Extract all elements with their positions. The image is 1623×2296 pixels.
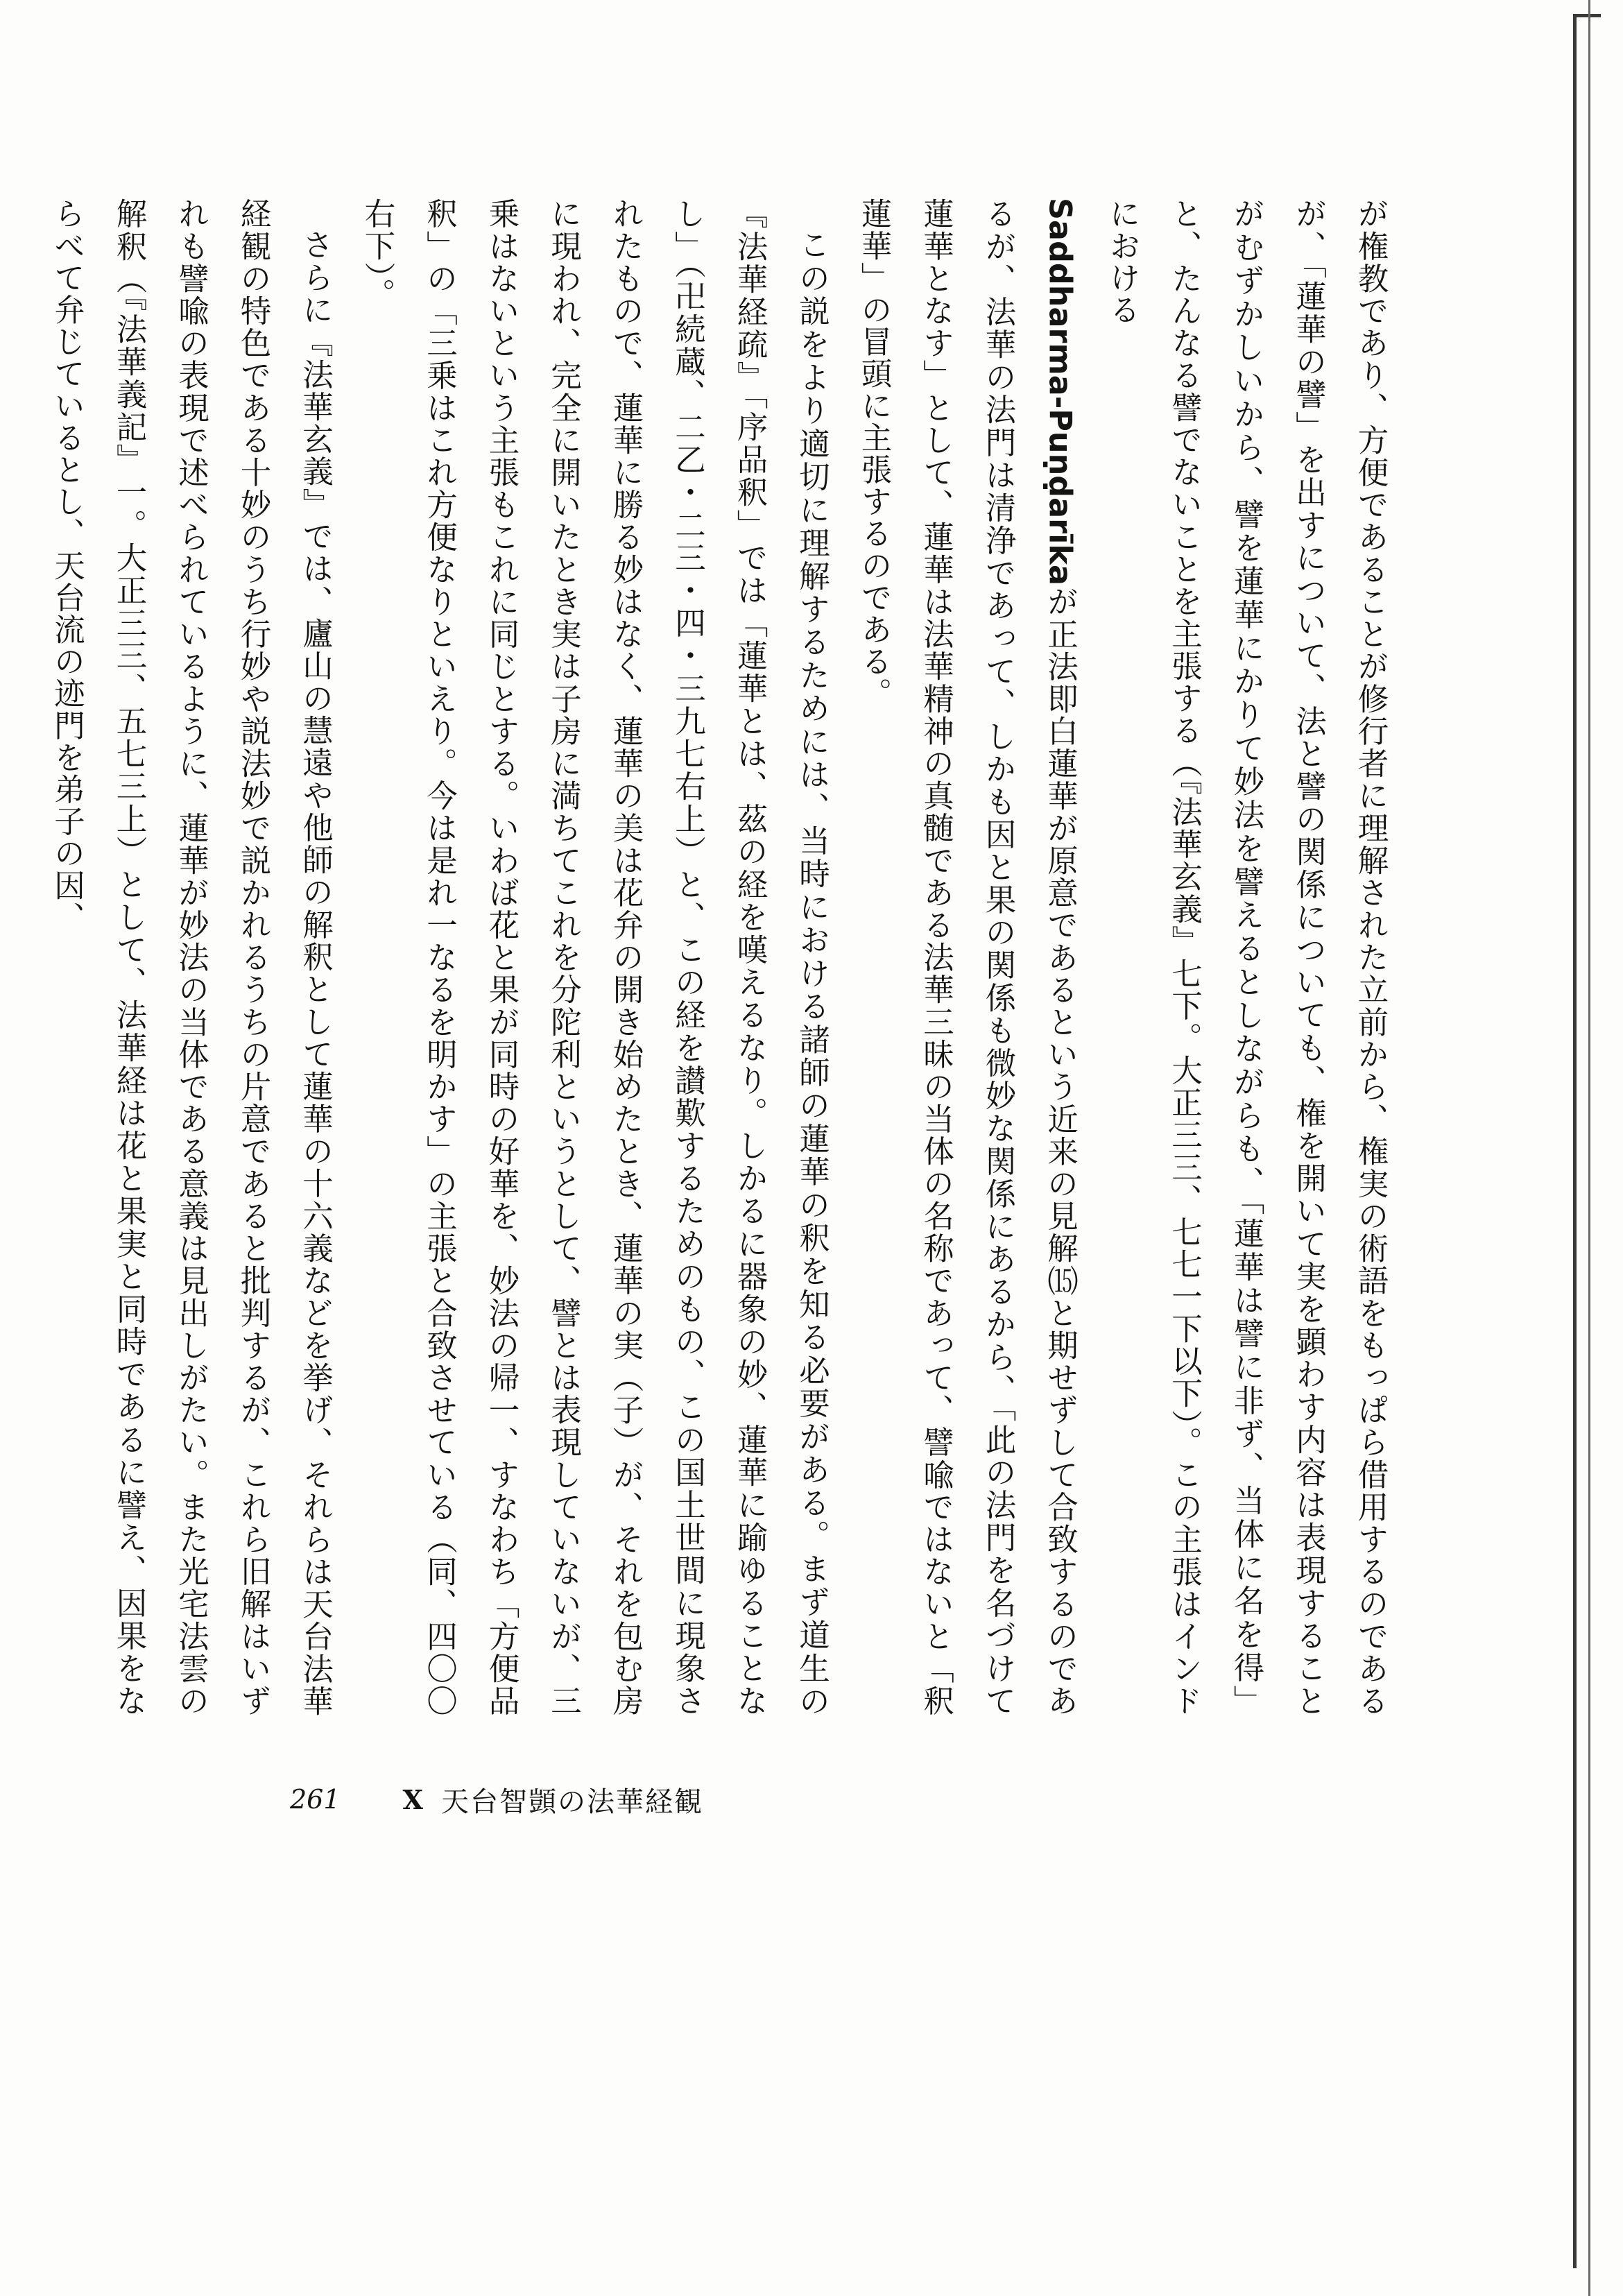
paragraph-4-text: さらに『法華玄義』では、廬山の慧遠や他師の解釈として蓮華の十六義などを挙げ、それらは天台法華経観の特色である十妙のうち行妙や説法妙で説かれるうちの片意であると批判するが、これら旧解はいずれも譬喩の表現で述べられているように、蓮華が妙法の当体である意義は見出しがたい。また光宅法雲の解釈（『法華義記』一。大正三三、五七三上）として、法華経は花と果実と同時であるに譬え、因果をならべて弁じているとし、天台流の迹門を弟子の因、	[49, 198, 333, 1717]
paragraph-1-text: が権教であり、方便であることが修行者に理解された立前から、権実の術語をもっぱら借用するのであるが、「蓮華の譬」を出すについて、法と譬の関係についても、権を開いて実を顕わす内容は表現することがむずかしいから、譬を蓮華にかりて妙法を譬えるとしながらも、「蓮華は譬に非ず、当体に名を得」と、たんなる譬でないことを主張する（『法華玄義』七下。大正三三、七七一下以下）。この主張はインドにおける	[1104, 198, 1388, 1717]
page-footer	[290, 1783, 703, 1816]
chapter-number: Ⅹ	[402, 1783, 424, 1815]
paragraph-3-text: この説をより適切に理解するためには、当時における諸師の蓮華の釈を知る必要がある。まず道生の『法華経疏』「序品釈」では「蓮華とは、茲の経を嘆えるなり。しかるに器象の妙、蓮華に踰ゆることなし」（卍続蔵、二乙・二三・四・三九七右上）と、この経を讃歎するためのもの、この国土世間に現象されたもので、蓮華に勝る妙はなく、蓮華の美は花弁の開き始めたとき、蓮華の実（子）が、それを包む房に現われ、完全に開いたとき実は子房に満ちてこれを分陀利というとして、譬とは表現していないが、三乗はないという主張もこれに同じとする。いわば花と果が同時の好華を、妙法の帰一、すなわち「方便品釈」の「三乗はこれ方便なりといえり。今は是れ一なるを明かす」の主張と合致させている（同、四〇〇右下）。	[359, 198, 830, 1717]
paragraph-2-text: が正法即白蓮華が原意であるという近来の見解⒂と期せずして合致するのであるが、法華の法門は清浄であって、しかも因と果の関係も微妙な関係にあるから、「此の法門を名づけて蓮華となす」として、蓮華は法華精神の真髄である法華三昧の当体の名称であって、譬喩ではないと「釈蓮華」の冒頭に主張するのである。	[856, 198, 1078, 1717]
scan-corner-line	[1573, 14, 1601, 17]
sanskrit-term: Saddharma-Puṇḍarīka	[1042, 198, 1078, 585]
scan-edge-shadow	[1588, 0, 1590, 2296]
page-number: 261	[290, 1784, 341, 1815]
scan-edge-line	[1573, 14, 1577, 2268]
paragraph-4	[35, 198, 346, 1717]
paragraph-3	[346, 198, 843, 1717]
paragraph-2	[843, 198, 1091, 1717]
vertical-body-text	[49, 198, 1401, 1717]
paragraph-1	[1091, 198, 1402, 1717]
chapter-title: 天台智顗の法華経観	[441, 1785, 704, 1818]
